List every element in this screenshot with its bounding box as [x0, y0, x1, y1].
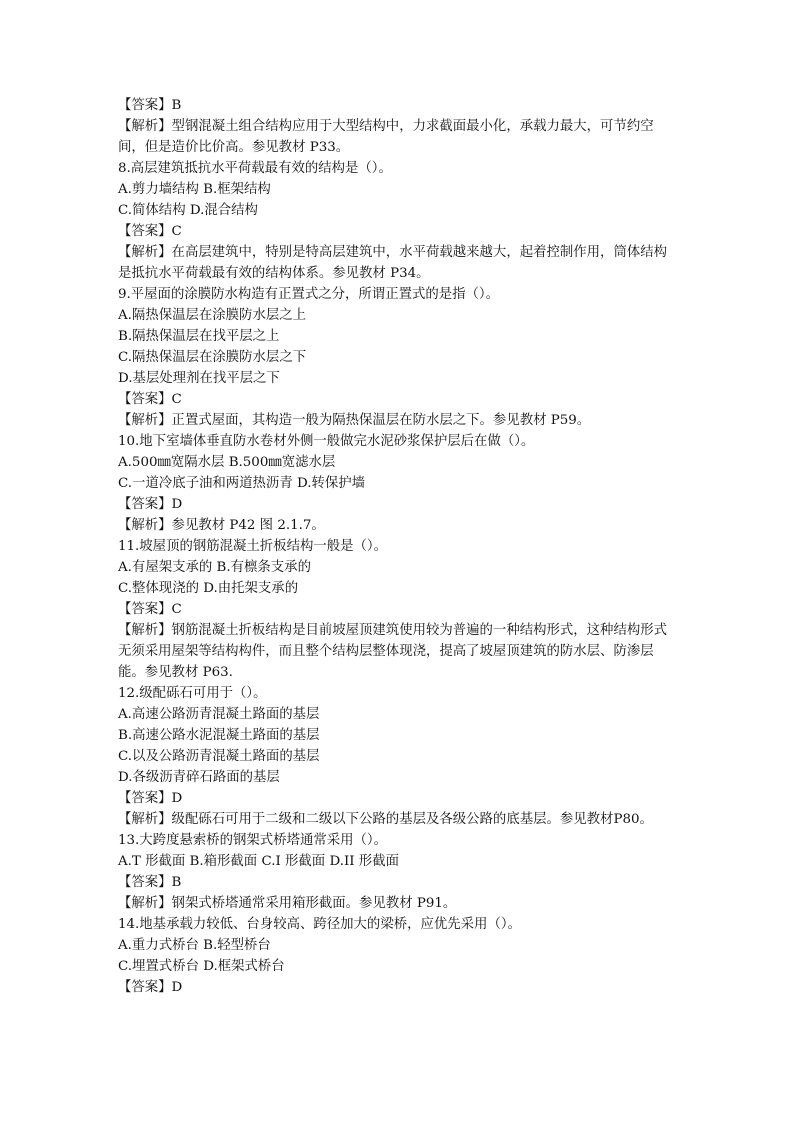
- answer-line: 【答案】C: [118, 224, 182, 239]
- option-line: C.简体结构 D.混合结构: [118, 203, 258, 218]
- explanation-paragraph: 【解析】型钢混凝土组合结构应用于大型结构中，力求截面最小化，承载力最大，可节约空间，但是造价比价高。参见教材 P33。: [118, 119, 654, 155]
- option-line: C.以及公路沥青混凝土路面的基层: [118, 749, 320, 764]
- question-line: 13.大跨度悬索桥的钢架式桥塔通常采用（）。: [118, 833, 388, 848]
- option-line: A.隔热保温层在涂膜防水层之上: [118, 308, 307, 323]
- answer-line: 【答案】D: [118, 791, 183, 806]
- explanation-line: 【解析】钢架式桥塔通常采用箱形截面。参见教材 P91。: [118, 896, 457, 911]
- option-line: C.埋置式桥台 D.框架式桥台: [118, 959, 285, 974]
- option-line: A.有屋架支承的 B.有檩条支承的: [118, 560, 311, 575]
- explanation-paragraph: 【解析】钢筋混凝土折板结构是目前坡屋顶建筑使用较为普遍的一种结构形式，这种结构形式无须采用屋架等结构构件，而且整个结构层整体现浇，提高了坡屋顶建筑的防水层、防渗层能。参见教材 P63.: [118, 623, 668, 680]
- option-line: A.高速公路沥青混凝土路面的基层: [118, 707, 320, 722]
- option-line: A.T 形截面 B.箱形截面 C.I 形截面 D.II 形截面: [118, 854, 399, 869]
- answer-line: 【答案】C: [118, 392, 182, 407]
- question-line: 14.地基承载力较低、台身较高、跨径加大的梁桥，应优先采用（）。: [118, 917, 521, 932]
- answer-line: 【答案】D: [118, 497, 183, 512]
- option-line: C.整体现浇的 D.由托架支承的: [118, 581, 299, 596]
- option-line: B.隔热保温层在找平层之上: [118, 329, 280, 344]
- question-line: 11.坡屋顶的钢筋混凝土折板结构一般是（）。: [118, 539, 388, 554]
- answer-line: 【答案】B: [118, 875, 182, 890]
- option-line: C.一道冷底子油和两道热沥青 D.转保护墙: [118, 476, 366, 491]
- option-line: C.隔热保温层在涂膜防水层之下: [118, 350, 307, 365]
- answer-line: 【答案】C: [118, 602, 182, 617]
- question-line: 12.级配砾石可用于（）。: [118, 686, 267, 701]
- explanation-line: 【解析】正置式屋面，其构造一般为隔热保温层在防水层之下。参见教材 P59。: [118, 413, 591, 428]
- question-line: 10.地下室墙体垂直防水卷材外侧一般做完水泥砂浆保护层后在做（）。: [118, 434, 535, 449]
- option-line: B.高速公路水泥混凝土路面的基层: [118, 728, 320, 743]
- question-line: 9.平屋面的涂膜防水构造有正置式之分，所谓正置式的是指（）。: [118, 287, 500, 302]
- option-line: D.各级沥青碎石路面的基层: [118, 770, 280, 785]
- answer-line: 【答案】B: [118, 98, 182, 113]
- option-line: A.剪力墙结构 B.框架结构: [118, 182, 271, 197]
- explanation-paragraph: 【解析】在高层建筑中，特别是特高层建筑中，水平荷载越来越大，起着控制作用，筒体结构是抵抗水平荷载最有效的结构体系。参见教材 P34。: [118, 245, 668, 281]
- question-line: 8.高层建筑抵抗水平荷载最有效的结构是（）。: [118, 161, 392, 176]
- option-line: A.500㎜宽隔水层 B.500㎜宽滤水层: [118, 455, 336, 470]
- explanation-paragraph: 【解析】级配砾石可用于二级和二级以下公路的基层及各级公路的底基层。参见教材P80。: [118, 812, 653, 827]
- option-line: A.重力式桥台 B.轻型桥台: [118, 938, 271, 953]
- explanation-line: 【解析】参见教材 P42 图 2.1.7。: [118, 518, 325, 533]
- answer-line: 【答案】D: [118, 980, 183, 995]
- option-line: D.基层处理剂在找平层之下: [118, 371, 280, 386]
- document-page: [118, 95, 678, 998]
